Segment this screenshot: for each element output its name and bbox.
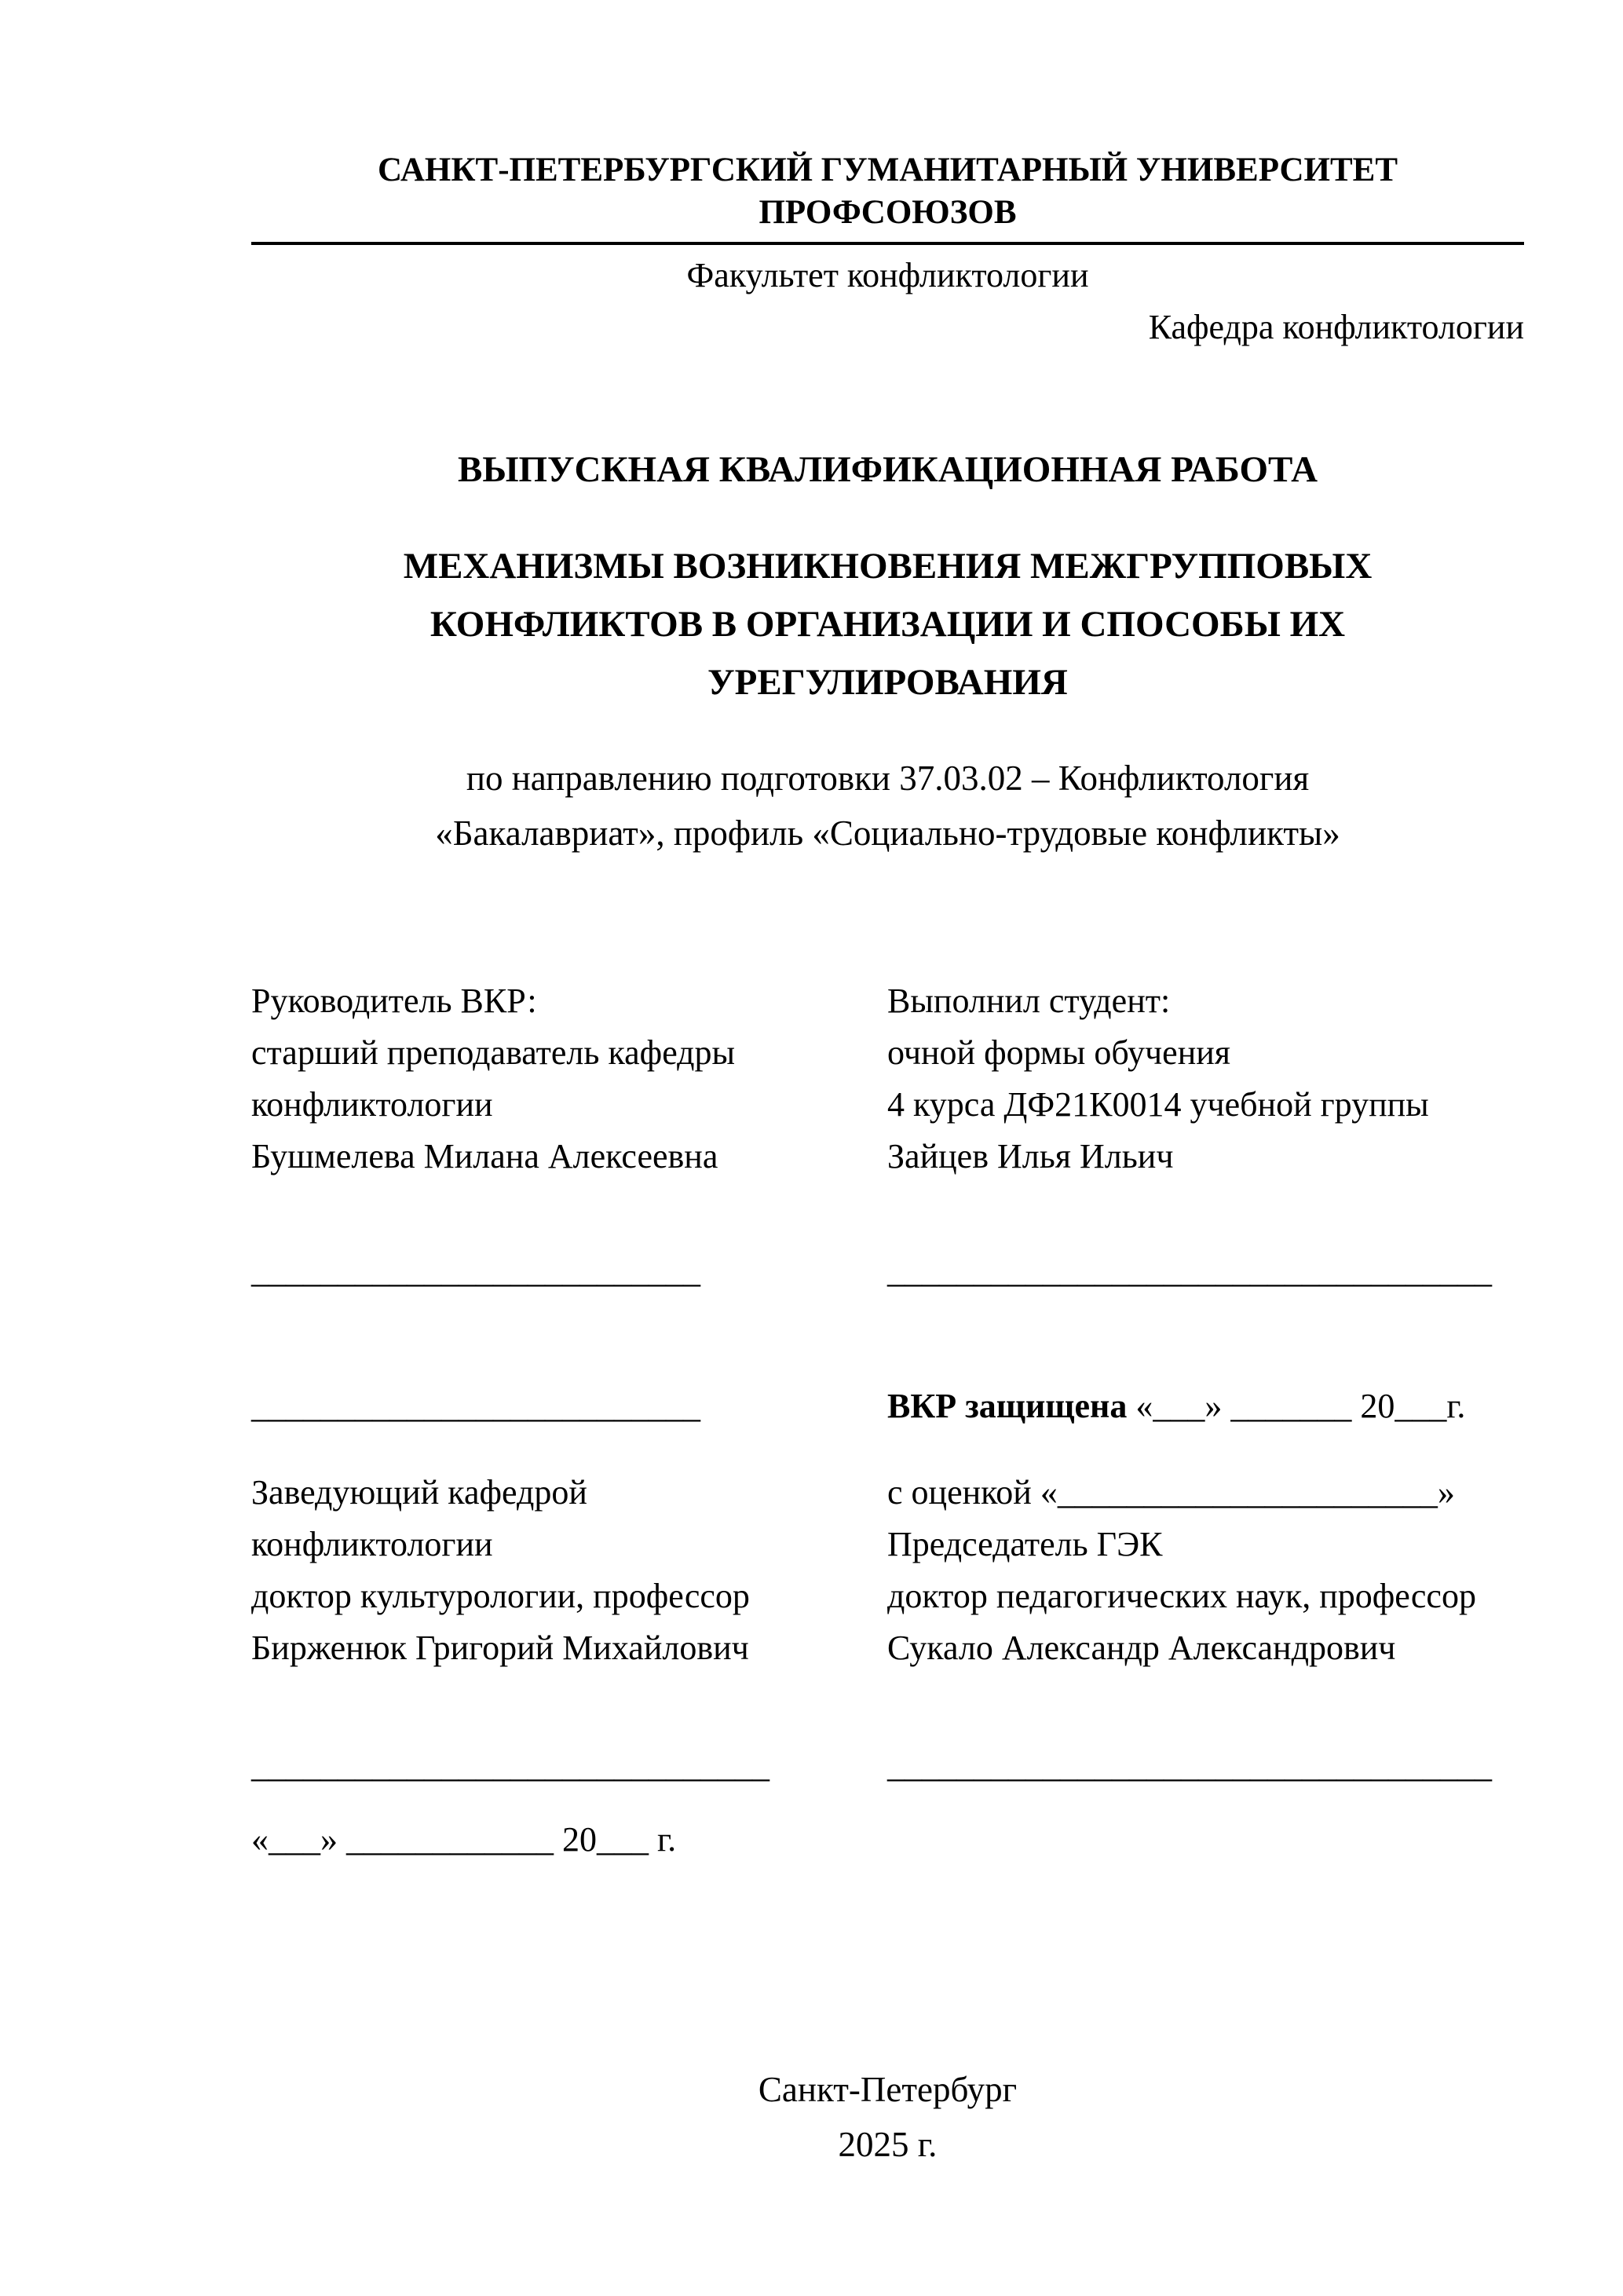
chairman-degree: доктор педагогических наук, профессор <box>887 1577 1476 1615</box>
signature-line: ___________________________________ <box>887 1746 1492 1785</box>
department-head-block <box>251 1467 887 1674</box>
department-head-degree: доктор культурологии, профессор <box>251 1577 750 1615</box>
student-block <box>887 975 1524 1183</box>
direction-line: по направлению подготовки 37.03.02 – Конфликтология <box>466 759 1310 798</box>
grade-blank-line: с оценкой «______________________» <box>887 1473 1455 1512</box>
department-head-label: конфликтологии <box>251 1525 493 1563</box>
supervisor-position-line: конфликтологии <box>251 1085 493 1124</box>
work-type-title: ВЫПУСКНАЯ КВАЛИФИКАЦИОННАЯ РАБОТА <box>457 449 1318 490</box>
faculty-line: Факультет конфликтологии <box>686 256 1089 294</box>
supervisor-position-line: старший преподаватель кафедры <box>251 1033 736 1072</box>
student-column <box>887 975 1524 1866</box>
signature-columns <box>251 975 1524 1866</box>
signature-line: ______________________________ <box>251 1746 769 1785</box>
department-line: Кафедра конфликтологии <box>1148 308 1524 346</box>
year-line: 2025 г. <box>838 2125 938 2164</box>
department-head-label: Заведующий кафедрой <box>251 1473 587 1512</box>
supervisor-name: Бушмелева Милана Алексеевна <box>251 1137 718 1175</box>
direction-block <box>251 751 1524 861</box>
defended-blanks: «___» _______ 20___г. <box>1127 1387 1466 1425</box>
thesis-title-line: МЕХАНИЗМЫ ВОЗНИКНОВЕНИЯ МЕЖГРУППОВЫХ <box>403 546 1373 587</box>
university-name: САНКТ-ПЕТЕРБУРГСКИЙ ГУМАНИТАРНЫЙ УНИВЕРСИТЕТ ПРОФСОЮЗОВ <box>251 149 1524 245</box>
date-blank-line: «___» ____________ 20___ г. <box>251 1820 677 1859</box>
chairman-label: Председатель ГЭК <box>887 1525 1163 1563</box>
student-group: 4 курса ДФ21К0014 учебной группы <box>887 1085 1429 1124</box>
chairman-name: Сукало Александр Александрович <box>887 1629 1396 1667</box>
supervisor-block <box>251 975 887 1183</box>
signature-line: __________________________ <box>251 1252 700 1290</box>
thesis-title-line: КОНФЛИКТОВ В ОРГАНИЗАЦИИ И СПОСОБЫ ИХ <box>430 604 1346 645</box>
thesis-title-line: УРЕГУЛИРОВАНИЯ <box>707 662 1068 703</box>
defended-label: ВКР защищена <box>887 1387 1128 1425</box>
supervisor-label: Руководитель ВКР: <box>251 982 537 1020</box>
student-study-form: очной формы обучения <box>887 1033 1231 1072</box>
department-head-name: Бирженюк Григорий Михайлович <box>251 1629 749 1667</box>
chairman-block <box>887 1467 1524 1674</box>
student-label: Выполнил студент: <box>887 982 1171 1020</box>
defended-line <box>887 1380 1524 1432</box>
city-line: Санкт-Петербург <box>758 2070 1018 2109</box>
profile-line: «Бакалавриат», профиль «Социально-трудовые конфликты» <box>435 813 1340 853</box>
supervisor-column <box>251 975 887 1866</box>
footer <box>251 2062 1524 2172</box>
thesis-title <box>251 537 1524 711</box>
signature-line: __________________________ <box>251 1387 700 1425</box>
student-name: Зайцев Илья Ильич <box>887 1137 1174 1175</box>
signature-line: ___________________________________ <box>887 1252 1492 1290</box>
